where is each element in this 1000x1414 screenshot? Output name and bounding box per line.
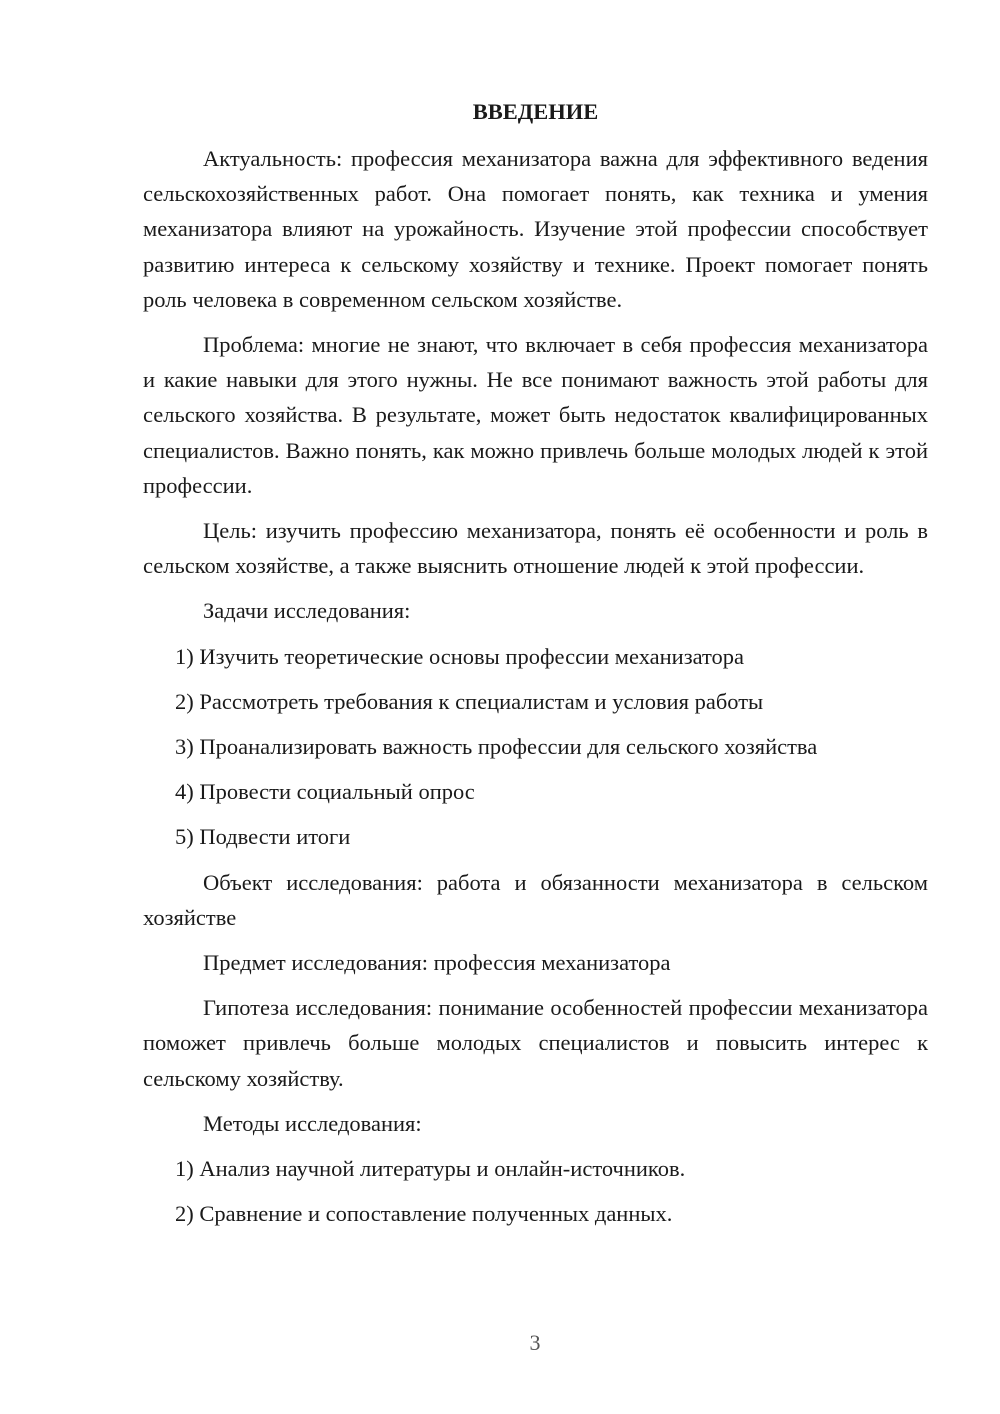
- methods-heading: Методы исследования:: [203, 1110, 422, 1136]
- method-item: 1) Анализ научной литературы и онлайн-источников.: [175, 1156, 686, 1182]
- problem-paragraph: Проблема: многие не знают, что включает в себя профессия механизатора и какие навыки для этого нужны. Не все понимают важность этой работы для сельского хозяйства. В результате, может быть недостаток квалифицированных специалистов. Важно понять, как можно привлечь больше молодых людей к этой профессии.: [143, 332, 928, 498]
- goal-paragraph: Цель: изучить профессию механизатора, понять её особенности и роль в сельском хозяйстве, а также выяснить отношение людей к этой профессии.: [143, 518, 928, 579]
- tasks-heading: Задачи исследования:: [203, 598, 411, 624]
- object-paragraph: Объект исследования: работа и обязанности механизатора в сельском хозяйстве: [143, 869, 928, 930]
- method-item: 2) Сравнение и сопоставление полученных данных.: [175, 1201, 673, 1227]
- page-content: [143, 94, 928, 1241]
- hypothesis-paragraph: Гипотеза исследования: понимание особенностей профессии механизатора поможет привлечь больше молодых специалистов и повысить интерес к сельскому хозяйству.: [143, 995, 928, 1091]
- page-number: 3: [529, 1330, 541, 1355]
- relevance-paragraph: Актуальность: профессия механизатора важна для эффективного ведения сельскохозяйственных работ. Она помогает понять, как техника и умения механизатора влияют на урожайность. Изучение этой профессии способствует развитию интереса к сельскому хозяйству и технике. Проект помогает понять роль человека в современном сельском хозяйстве.: [143, 146, 928, 312]
- task-item: 5) Подвести итоги: [175, 824, 351, 850]
- task-item: 2) Рассмотреть требования к специалистам и условия работы: [175, 688, 764, 714]
- subject-paragraph: Предмет исследования: профессия механизатора: [203, 950, 671, 976]
- page-title: ВВЕДЕНИЕ: [472, 99, 599, 124]
- task-item: 4) Провести социальный опрос: [175, 779, 475, 805]
- task-item: 1) Изучить теоретические основы профессии механизатора: [175, 643, 745, 669]
- task-item: 3) Проанализировать важность профессии для сельского хозяйства: [175, 734, 818, 760]
